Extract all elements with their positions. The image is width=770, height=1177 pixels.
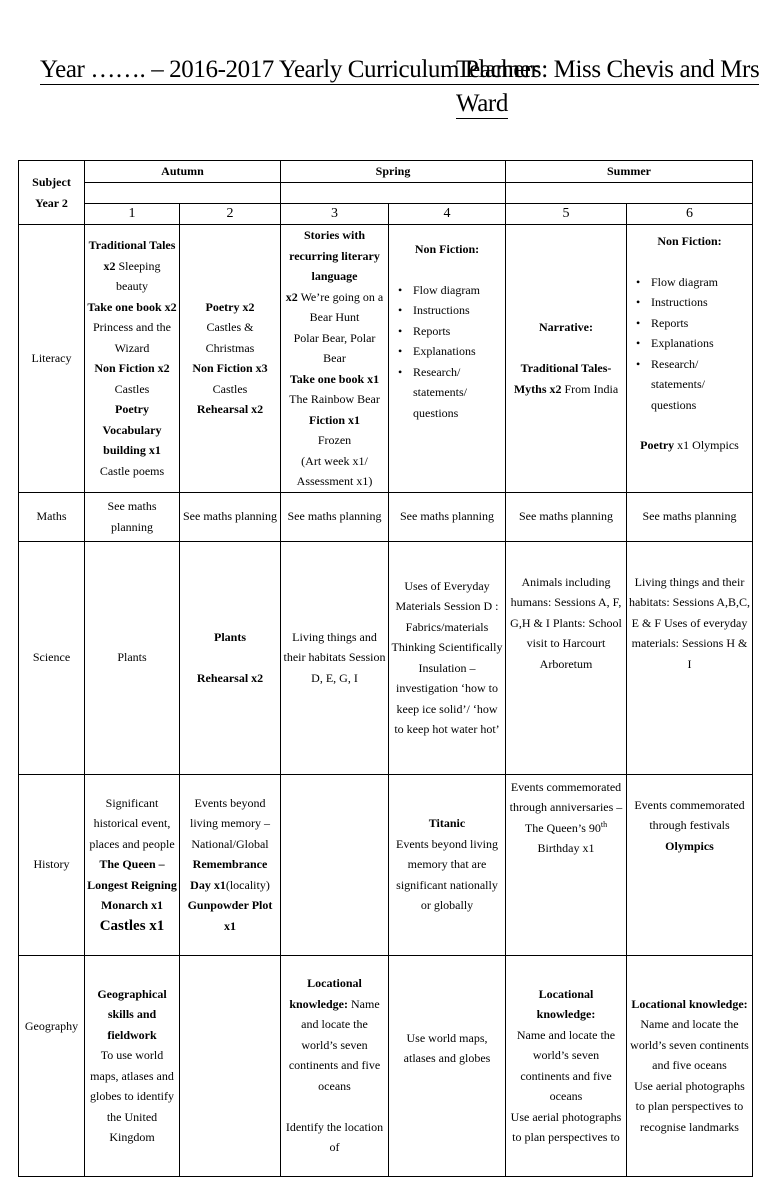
list-item: • Flow diagram <box>651 272 750 293</box>
list-item: • Explanations <box>651 333 750 354</box>
maths-cell-2: See maths planning <box>180 492 281 541</box>
history-cell-5: Events commemorated through anniversaries – The Queen’s 90th Birthday x1 <box>506 774 627 955</box>
geography-cell-2 <box>180 955 281 1176</box>
literacy-cell-2: Poetry x2 Castles & Christmas Non Fiction x3 Castles Rehearsal x2 <box>180 225 281 493</box>
maths-row <box>19 492 753 541</box>
term-autumn: Autumn <box>85 161 281 183</box>
literacy-cell-6: Non Fiction: • Flow diagram • Instructions • Reports • Explanations • Research/ statements/ questions Poetry x1 Olympics <box>627 225 753 493</box>
geography-cell-1: Geographical skills and fieldwork To use world maps, atlases and globes to identify the United Kingdom <box>85 955 180 1176</box>
literacy-cell-4: Non Fiction: • Flow diagram • Instructions • Reports • Explanations • Research/ statements/ questions <box>389 225 506 493</box>
list-item: • Instructions <box>651 292 750 313</box>
list-item: • Explanations <box>413 341 503 362</box>
column-number: 1 <box>85 203 180 225</box>
subject-label-maths: Maths <box>19 492 85 541</box>
maths-cell-6: See maths planning <box>627 492 753 541</box>
geography-cell-4: Use world maps, atlases and globes <box>389 955 506 1176</box>
literacy-cell-1: Traditional Tales x2 Sleeping beauty Take one book x2 Princess and the Wizard Non Fiction x2 Castles Poetry Vocabulary building x1 Castle poems <box>85 225 180 493</box>
term-header-row <box>19 161 753 183</box>
column-number: 4 <box>389 203 506 225</box>
blank-cell-spring <box>281 182 506 203</box>
list-item: • Flow diagram <box>413 280 503 301</box>
history-cell-2: Events beyond living memory – National/Global Remembrance Day x1(locality) Gunpowder Plot x1 <box>180 774 281 955</box>
literacy-cell-5: Narrative: Traditional Tales-Myths x2 From India <box>506 225 627 493</box>
science-cell-5: Animals including humans: Sessions A, F, G,H & I Plants: School visit to Harcourt Arboretum <box>506 541 627 774</box>
science-cell-4: Uses of Everyday Materials Session D : Fabrics/materials Thinking Scientifically Insulation – investigation ‘how to keep ice solid’/ ‘how to keep hot water hot’ <box>389 541 506 774</box>
list-item: • Instructions <box>413 300 503 321</box>
geography-row <box>19 955 753 1176</box>
literacy-cell-3: Stories with recurring literary language x2 We’re going on a Bear Hunt Polar Bear, Polar Bear Take one book x1 The Rainbow Bear Fiction x1 Frozen (Art week x1/ Assessment x1) <box>281 225 389 493</box>
curriculum-table <box>18 160 753 1177</box>
column-number: 5 <box>506 203 627 225</box>
maths-cell-4: See maths planning <box>389 492 506 541</box>
science-cell-1: Plants <box>85 541 180 774</box>
term-spring: Spring <box>281 161 506 183</box>
term-summer: Summer <box>506 161 753 183</box>
science-cell-3: Living things and their habitats Session D, E, G, I <box>281 541 389 774</box>
subject-label-science: Science <box>19 541 85 774</box>
maths-cell-1: See maths planning <box>85 492 180 541</box>
history-cell-6: Events commemorated through festivals Olympics <box>627 774 753 955</box>
list-item: • Reports <box>651 313 750 334</box>
maths-cell-3: See maths planning <box>281 492 389 541</box>
subject-label-geography: Geography <box>19 955 85 1176</box>
history-cell-3 <box>281 774 389 955</box>
column-number: 3 <box>281 203 389 225</box>
teachers-heading: Teachers: Miss Chevis and Mrs Ward <box>456 56 760 117</box>
planner-title: Year ……. – 2016-2017 Yearly Curriculum Planner <box>40 56 539 83</box>
subject-label-literacy: Literacy <box>19 225 85 493</box>
science-cell-6: Living things and their habitats: Sessions A,B,C, E & F Uses of everyday materials: Sessions H & I <box>627 541 753 774</box>
literacy-row <box>19 225 753 493</box>
science-row <box>19 541 753 774</box>
science-cell-2: Plants Rehearsal x2 <box>180 541 281 774</box>
column-number: 6 <box>627 203 753 225</box>
column-number: 2 <box>180 203 281 225</box>
geography-cell-3: Locational knowledge: Name and locate the world’s seven continents and five oceans Identify the location of <box>281 955 389 1176</box>
list-item: • Research/ statements/ questions <box>651 354 750 416</box>
corner-label: Subject Year 2 <box>19 161 85 225</box>
column-number-row <box>19 203 753 225</box>
geography-cell-5: Locational knowledge: Name and locate the world’s seven continents and five oceans Use aerial photographs to plan perspectives to <box>506 955 627 1176</box>
history-row <box>19 774 753 955</box>
subject-label-history: History <box>19 774 85 955</box>
list-item: • Research/ statements/ questions <box>413 362 503 424</box>
blank-cell-summer <box>506 182 753 203</box>
geography-cell-6: Locational knowledge: Name and locate the world’s seven continents and five oceans Use aerial photographs to plan perspectives to recognise landmarks <box>627 955 753 1176</box>
history-cell-4: Titanic Events beyond living memory that are significant nationally or globally <box>389 774 506 955</box>
blank-cell-autumn <box>85 182 281 203</box>
list-item: • Reports <box>413 321 503 342</box>
history-cell-1: Significant historical event, places and people The Queen – Longest Reigning Monarch x1 Castles x1 <box>85 774 180 955</box>
maths-cell-5: See maths planning <box>506 492 627 541</box>
blank-row <box>19 182 753 203</box>
